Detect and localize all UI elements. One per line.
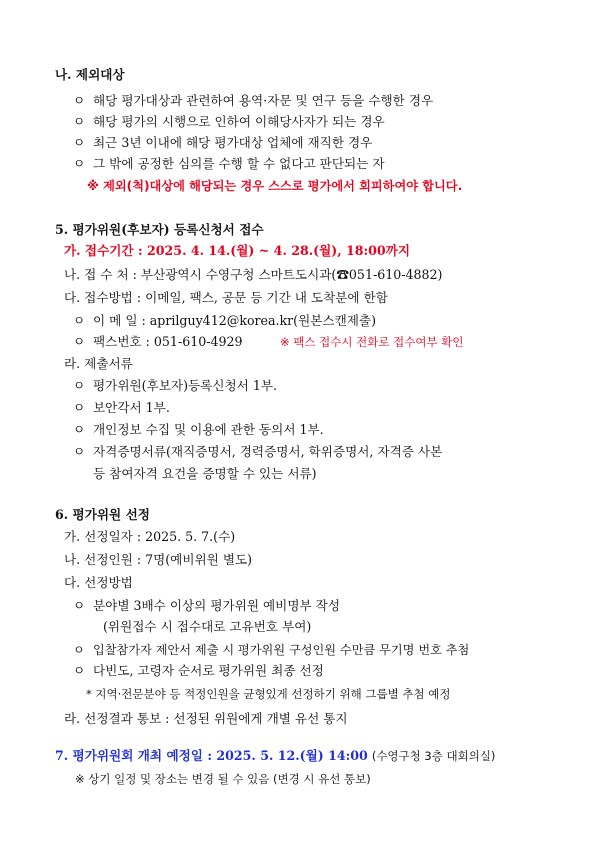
bullet: ㅇ (73, 313, 86, 328)
doc-item-4-continued: 등 참여자격 요건을 증명할 수 있는 서류) (93, 466, 317, 481)
doc-item-1: ㅇ 평가위원(후보자)등록신청서 1부. (73, 378, 277, 393)
selection-method-1: ㅇ 분야별 3배수 이상의 평가위원 예비명부 작성 (73, 598, 341, 613)
selection-count: 나. 선정인원 : 7명(예비위원 별도) (64, 552, 253, 567)
reception-fax: ㅇ 팩스번호 : 051-610-4929 (73, 334, 243, 349)
section-7-line (55, 747, 495, 765)
exclusion-item-2: ㅇ 해당 평가의 시행으로 인하여 이해당사자가 되는 경우 (73, 114, 385, 129)
exclusion-warning-note: ※ 제외(척)대상에 해당되는 경우 스스로 평가에서 회피하여야 합니다. (87, 179, 463, 193)
section-5-heading: 5. 평가위원(후보자) 등록신청서 접수 (55, 222, 264, 237)
section-exclusion-heading: 나. 제외대상 (55, 67, 125, 82)
reception-place: 나. 접 수 처 : 부산광역시 수영구청 스마트도시과(☎051-610-4882) (64, 267, 443, 282)
selection-method-3: ㅇ 다빈도, 고령자 순서로 평가위원 최종 선정 (73, 663, 324, 678)
selection-method-2: ㅇ 입찰참가자 제안서 제출 시 평가위원 구성인원 수만큼 무기명 번호 추첨 (73, 643, 470, 657)
schedule-change-note: ※ 상기 일정 및 장소는 변경 될 수 있음 (변경 시 유선 통보) (75, 772, 371, 786)
bullet: ㅇ (73, 598, 86, 613)
selection-method-1-sub: (위원접수 시 접수대로 고유번호 부여) (103, 619, 312, 634)
exclusion-item-4: ㅇ 그 밖에 공정한 심의를 수행 할 수 없다고 판단되는 자 (73, 156, 385, 171)
selection-method-heading: 다. 선정방법 (64, 575, 133, 590)
bullet: ㅇ (73, 663, 86, 678)
bullet: ㅇ (73, 93, 86, 108)
submission-docs-heading: 라. 제출서류 (64, 356, 133, 371)
section-7-heading: 7. 평가위원회 개최 예정일 : 2025. 5. 12.(월) 14:00 (55, 748, 368, 763)
doc-item-4: ㅇ 자격증명서류(재직증명서, 경력증명서, 학위증명서, 자격증 사본 (73, 444, 443, 459)
fax-note: ※ 팩스 접수시 전화로 접수여부 확인 (280, 335, 464, 349)
reception-email: ㅇ 이 메 일 : aprilguy412@korea.kr(원본스캔제출) (73, 313, 376, 328)
bullet: ㅇ (73, 156, 86, 171)
bullet: ㅇ (73, 400, 86, 415)
bullet: ㅇ (73, 114, 86, 129)
doc-item-3: ㅇ 개인정보 수집 및 이용에 관한 동의서 1부. (73, 422, 324, 437)
bullet: ㅇ (73, 334, 86, 349)
exclusion-item-3: ㅇ 최근 3년 이내에 해당 평가대상 업체에 재직한 경우 (73, 135, 373, 150)
selection-date: 가. 선정일자 : 2025. 5. 7.(수) (64, 529, 236, 544)
section-6-heading: 6. 평가위원 선정 (55, 507, 150, 522)
meeting-place: (수영구청 3층 대회의실) (371, 749, 496, 763)
bullet: ㅇ (73, 422, 86, 437)
doc-item-2: ㅇ 보안각서 1부. (73, 400, 170, 415)
selection-result-notice: 라. 선정결과 통보 : 선정된 위원에게 개별 유선 통지 (64, 711, 348, 726)
exclusion-item-1: ㅇ 해당 평가대상과 관련하여 용역·자문 및 연구 등을 수행한 경우 (73, 93, 434, 108)
bullet: ㅇ (73, 135, 86, 150)
bullet: ㅇ (73, 378, 86, 393)
reception-method: 다. 접수방법 : 이메일, 팩스, 공문 등 기간 내 도착분에 한함 (64, 290, 388, 305)
bullet: ㅇ (73, 643, 85, 657)
bullet: ㅇ (73, 444, 86, 459)
selection-group-note: * 지역·전문분야 등 적정인원을 균형있게 선정하기 위해 그룹별 추첨 예정 (86, 687, 451, 701)
reception-period: 가. 접수기간 : 2025. 4. 14.(월) ~ 4. 28.(월), 18:00까지 (64, 243, 411, 258)
